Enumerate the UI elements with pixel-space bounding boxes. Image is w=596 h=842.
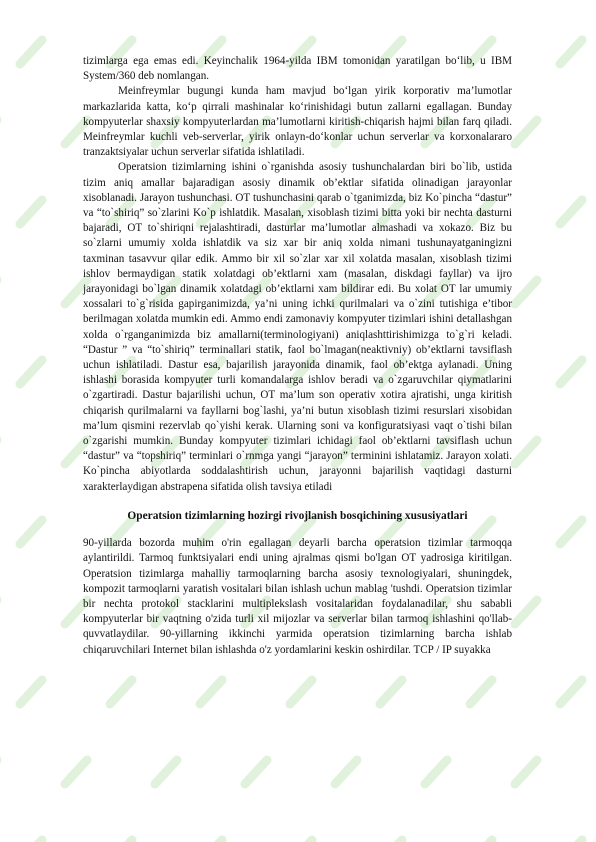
watermark-stroke (380, 680, 402, 704)
watermark-stroke (245, 760, 267, 784)
watermark-stroke (290, 680, 312, 704)
watermark-stroke (515, 600, 537, 624)
watermark-stroke (515, 440, 537, 464)
watermark-stroke (20, 520, 42, 544)
watermark-stroke (200, 680, 222, 704)
watermark-stroke (560, 680, 582, 704)
watermark-stroke (470, 680, 492, 704)
watermark-stroke (20, 40, 42, 64)
networks-paragraph: 90-yillarda bozorda muhim o'rin egallagan deyarli barcha operatsion tizimlar tarmoqqa aylantirildi. Tarmoq funktsiyalari endi uning ajralmas qismi bo'lgan OT yadrosiga kiritilgan. Operatsion tizimlarga mahalliy tarmoqlarning barcha asosiy texnologiyalari, shuningdek, kompozit tarmoqlarni yaratish vositalari bilan ishlash uchun mablag 'tushdi. Operatsion tizimlar bir nechta protokol stacklarini multiplekslash vositalaridan foydalanadilar, shu sababli kompyuterlar bir vaqtning o'zida turli xil mijozlar va serverlar bilan tarmoq ishlashini qo'llab-quvvatlaydilar. 90-yillarning ikkinchi yarmida operatsion tizimlarning barcha ishlab chiqaruvchilari Internet bilan ishlashda o'z yordamlarini keskin oshirdilar. TCP / IP suyakka (83, 537, 512, 656)
watermark-stroke (425, 760, 447, 784)
watermark-stroke (335, 760, 357, 784)
watermark-stroke (560, 40, 582, 64)
section-heading: Operatsion tizimlarning hozirgi rivojlanish bosqichining xususiyatlari (127, 509, 468, 522)
watermark-stroke (110, 680, 132, 704)
watermark-stroke (515, 120, 537, 144)
document-body (83, 54, 512, 658)
watermark-stroke (20, 200, 42, 224)
watermark-stroke (560, 520, 582, 544)
watermark-stroke (155, 760, 177, 784)
watermark-stroke (560, 200, 582, 224)
watermark-stroke (65, 760, 87, 784)
watermark-stroke (560, 360, 582, 384)
intro-paragraph: tizimlarga ega emas edi. Keyinchalik 1964-yilda IBM tomonidan yaratilgan bo‘lib, u IBM System/360 deb nomlangan. (83, 55, 512, 83)
concepts-paragraph: Operatsion tizimlarning ishini o`rganishda asosiy tushunchalardan biri bo`lib, ustida tizim aniq amallar bajaradigan asosiy dinamik ob’ektlar sifatida olinadigan jarayonlar xisoblanadi. Jarayon tushunchasi. OT tushunchasini qarab o`tganimizda, biz Ko`pincha “dastur” va “to`shiriq” so`zlarini Ko`p ishlatdik. Masalan, xisoblash tizimi bitta yoki bir nechta dasturni bajaradi, OT to`shiriqni rejalashtiradi, dasturlar ma’lumotlar almashadi va xokazo. Biz bu so`zlarni umumiy xolda ishlatdik va siz xar bir aniq xolda nimani tushunayatganingizni taxminan tasavvur qilar edik. Ammo bir xil so`zlar xar xil xolatda masalan, xisoblash tizimi ishlov bermaydigan statik xolatdagi ob’ektlarni xam (masalan, diskdagi fayllar) va ijro jarayonidagi bo`lgan dinamik xolatdagi ob’ektlarni xam bildirar edi. Bu xolat OT lar umumiy xossalari to`g`risida gapirganimizda, ya’ni uning ichki qurilmalari va o`zini tutishiga e’tibor berilmagan xolatda mumkin edi. Ammo endi zamonaviy kompyuter tizimlari ishini detallashgan xolda o`rganganimizda biz amallarni(terminologiyani) aniqlashttirishimizga to`g`ri keladi. “Dastur ” va “to`shiriq” terminallari statik, faol bo`lmagan(neaktivniy) ob’ektlarni tavsiflash uchun ishlatiladi. Dastur esa, bajarilish jarayonida dinamik, faol ob’ektga aylanadi. Uning ishlashi borasida kompyuter turli komandalarga ishlov beradi va o`zgaruvchilar qiymatlarini o`zgartiradi. Dastur bajarilishi uchun, OT ma’lum son operativ xotira ajratishi, unga kiritish chiqarish qurilmalarni va fayllarni bog`lashi, ya’ni butun xisoblash tizimi resurslari xisobidan ma’lum qismini rezervlab qo`yishi kerak. Ularning soni va konfiguratsiyasi vaqt o`tishi bilan o`zgarishi mumkin. Bunday kompyuter tizimlari ichidagi faol ob’ektlarni tavsiflash uchun “dastur” va “topshiriq” terminlari o`rnmga yangi “jarayon” terminini ishlatamiz. Jarayon xolati. Ko`pincha abiyotlarda soddalashtirish uchun, jarayonni bajarilish vaqtidagi dasturni xarakterlaydigan abstrapena sifatida olish tavsiya etiladi (83, 161, 512, 493)
watermark-stroke (20, 360, 42, 384)
watermark-stroke (515, 280, 537, 304)
watermark-stroke (515, 760, 537, 784)
mainframe-paragraph: Meinfreymlar bugungi kunda ham mavjud bo‘lgan yirik korporativ ma’lumotlar markazlarida katta, ko‘p qirrali mashinalar ko‘rinishidagi butun zallarni egallagan. Bunday kompyuterlar shaxsiy kompyuterlardan ma’lumotlarni kiritish-chiqarish hajmi bilan farq qiladi. Meinfreymlar kuchli veb-serverlar, yirik onlayn-do‘konlar uchun serverlar va korxonalararo tranzaktsiyalar uchun serverlar sifatida ishlatiladi. (83, 85, 512, 159)
watermark-stroke (20, 680, 42, 704)
